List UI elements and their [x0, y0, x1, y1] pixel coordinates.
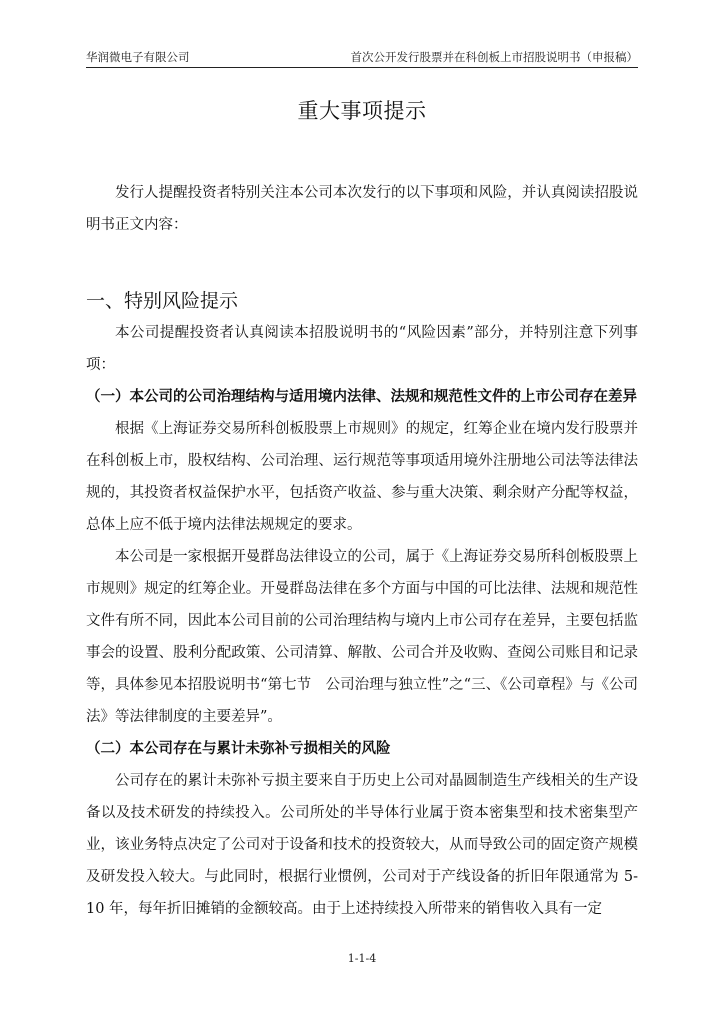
page-number: 1-1-4 — [347, 952, 377, 965]
section1-lead: 本公司提醒投资者认真阅读本招股说明书的“风险因素”部分，并特别注意下列事项： — [86, 325, 638, 373]
page-header — [86, 49, 638, 68]
sub1-paragraph-2: 本公司是一家根据开曼群岛法律设立的公司，属于《上海证券交易所科创板股票上市规则》规定的红筹企业。开曼群岛法律在多个方面与中国的可比法律、法规和规范性文件有所不同，因此本公司目前的公司治理结构与境内上市公司存在差异，主要包括监事会的设置、股利分配政策、公司清算、解散、公司合并及收购、查阅公司账目和记录等，具体参见本招股说明书“第七节 公司治理与独立性”之“三、《公司章程》与《公司法》等法律制度的主要差异”。 — [86, 549, 638, 725]
sub2-heading: （二）本公司存在与累计未弥补亏损相关的风险 — [86, 741, 391, 757]
intro-paragraph: 发行人提醒投资者特别关注本公司本次发行的以下事项和风险，并认真阅读招股说明书正文内容： — [86, 185, 638, 233]
header-doc-title: 首次公开发行股票并在科创板上市招股说明书（申报稿） — [350, 50, 638, 64]
header-company: 华润微电子有限公司 — [86, 50, 190, 64]
document-body — [86, 88, 638, 925]
sub1-paragraph-1: 根据《上海证券交易所科创板股票上市规则》的规定，红筹企业在境内发行股票并在科创板上市，股权结构、公司治理、运行规范等事项适用境外注册地公司法等法律法规的，其投资者权益保护水平，包括资产收益、参与重大决策、剩余财产分配等权益，总体上应不低于境内法律法规规定的要求。 — [86, 421, 638, 533]
sub2-paragraph-1: 公司存在的累计未弥补亏损主要来自于历史上公司对晶圆制造生产线相关的生产设备以及技术研发的持续投入。公司所处的半导体行业属于资本密集型和技术密集型产业，该业务特点决定了公司对于设备和技术的投资较大，从而导致公司的固定资产规模及研发投入较大。与此同时，根据行业惯例，公司对于产线设备的折旧年限通常为 5-10 年，每年折旧摊销的金额较高。由于上述持续投入所带来的销售收入具有一定 — [86, 773, 638, 917]
page-title: 重大事项提示 — [297, 99, 427, 123]
section1-heading: 一、特别风险提示 — [86, 290, 239, 312]
sub1-heading: （一）本公司的公司治理结构与适用境内法律、法规和规范性文件的上市公司存在差异 — [86, 389, 637, 405]
